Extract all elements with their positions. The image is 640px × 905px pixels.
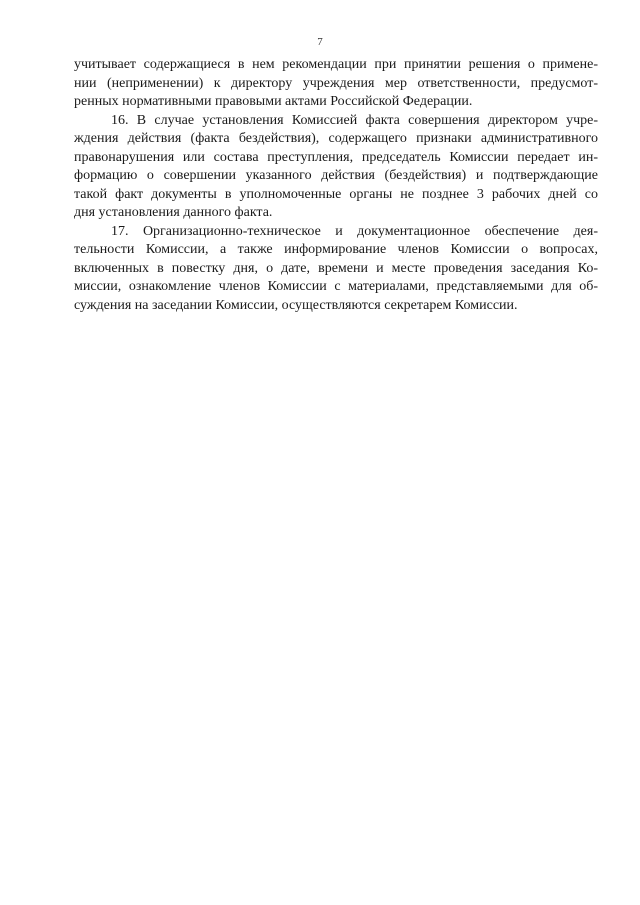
text-line: суждения на заседании Комиссии, осуществляются секретарем Комиссии.: [74, 297, 518, 313]
text-line: 16. В случае установления Комиссией факта совершения директором учре-: [111, 112, 598, 128]
text-line: 17. Организационно-техническое и документационное обеспечение дея-: [111, 223, 598, 239]
paragraph-17: [74, 223, 598, 316]
text-line: тельности Комиссии, а также информирование членов Комиссии о вопросах,: [74, 242, 598, 257]
text-line: ренных нормативными правовыми актами Российской Федерации.: [74, 94, 473, 109]
text-line: миссии, ознакомление членов Комиссии с материалами, представляемыми для об-: [74, 279, 598, 294]
text-line: дня установления данного факта.: [74, 205, 273, 220]
text-line: учитывает содержащиеся в нем рекомендации при принятии решения о примене-: [74, 57, 598, 72]
text-line: такой факт документы в уполномоченные органы не позднее 3 рабочих дней со: [74, 186, 598, 202]
paragraph-16: [74, 112, 598, 223]
text-line: включенных в повестку дня, о дате, времени и месте проведения заседания Ко-: [74, 260, 598, 276]
paragraph-continuation: [74, 56, 598, 112]
text-line: правонарушения или состава преступления, председатель Комиссии передает ин-: [74, 149, 598, 165]
document-body: [74, 56, 598, 315]
text-line: нии (неприменении) к директору учреждения мер ответственности, предусмот-: [74, 75, 598, 91]
text-line: формацию о совершении указанного действия (бездействия) и подтверждающие: [74, 168, 598, 183]
text-line: ждения действия (факта бездействия), содержащего признаки административного: [74, 131, 598, 146]
page-number: 7: [317, 36, 323, 48]
